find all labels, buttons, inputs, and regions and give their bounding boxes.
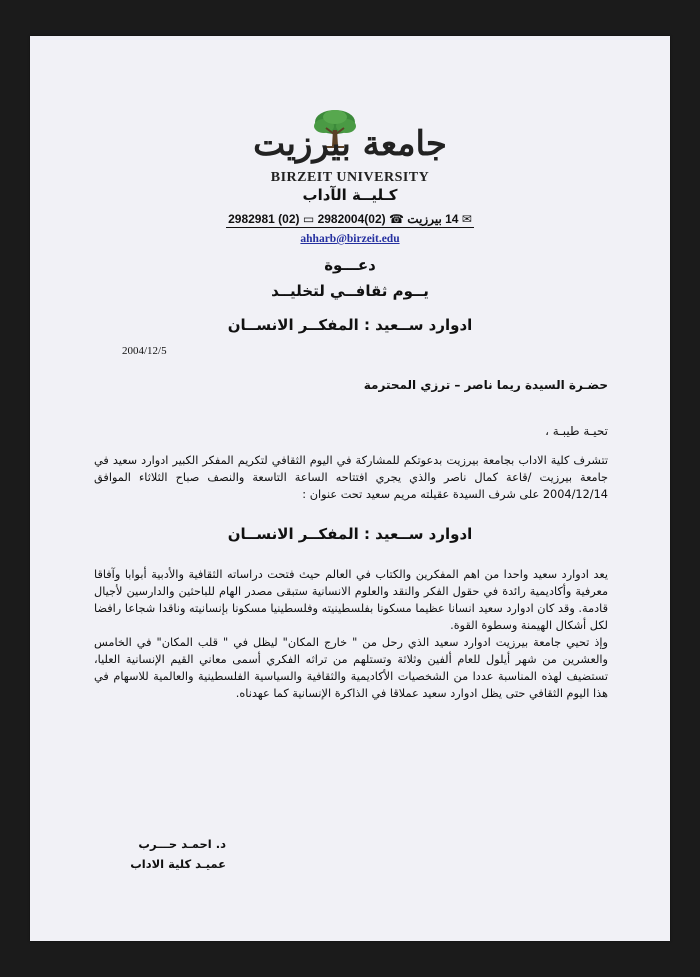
occasion-title: يــوم ثقافــي لتخليــد: [271, 282, 429, 300]
phone-number: (02)2982004: [317, 212, 386, 226]
mail-envelope-icon: ✉: [461, 212, 472, 226]
recipient-line: حضـرة السيدة ريما ناصر – ترزي المحترمة: [363, 378, 608, 392]
university-logo: [30, 106, 670, 186]
signatory-name: د. احمـد حـــرب: [138, 837, 226, 851]
signatory-title: عميـد كلية الاداب: [130, 857, 226, 871]
po-box: 14 بيرزيت: [407, 212, 459, 226]
logo-mark: [220, 106, 480, 168]
subject-heading: ادوارد ســعيد : المفكــر الانســان: [227, 316, 473, 334]
letter-date: 2004/12/5: [122, 345, 167, 357]
fax-number: (02) 2982981: [228, 212, 300, 226]
invitation-paragraph: تتشرف كلية الاداب بجامعة بيرزيت بدعوتكم للمشاركة في اليوم الثقافي لتكريم المفكر الكبير ادوارد سعيد في جامعة بيرزيت /قاعة كمال ناصر والذي يجري افتتاحه الساعة التاسعة والنصف صباح الثلاثاء الموافق 2004/12/14 على شرف السيدة عقيلته مريم سعيد تحت عنوان :: [94, 454, 608, 501]
letter-page: [30, 36, 670, 941]
contact-line: [30, 212, 670, 228]
faculty-name: كـليــة الآداب: [302, 186, 398, 204]
email-link[interactable]: ahharb@birzeit.edu: [300, 233, 400, 245]
greeting-line: تحيـة طيبـة ،: [545, 424, 608, 438]
signature-block: [126, 834, 226, 874]
closing-paragraph: وإذ تحيي جامعة بيرزيت ادوارد سعيد الذي رحل من " خارج المكان" ليظل في " قلب المكان" في الخامس والعشرين من شهر أيلول للعام ألفين وثلاثة وتستلهم من تراثه الفكري أسمى معاني القيم الإنسانية العليا، تستضيف لهذه المناسبة عددا من الشخصيات الأكاديمية والثقافية والسياسية الفلسطينية والعالمية للاسهام في هذا اليوم الثقافي حتى يظل ادوارد سعيد عملاقا في الذاكرة الإنسانية كما عهدناه.: [94, 636, 608, 700]
fax-icon: ▭: [302, 212, 315, 226]
event-subject: ادوارد ســعيد : المفكــر الانســان: [227, 525, 473, 543]
invitation-title: دعـــوة: [324, 256, 376, 274]
logo-english-text: BIRZEIT UNIVERSITY: [270, 170, 430, 185]
telephone-icon: ☎: [388, 212, 404, 226]
tribute-paragraph: يعد ادوارد سعيد واحدا من اهم المفكرين والكتاب في العالم حيث فتحت دراساته الثقافية والأدبية أبوابا وآفاقا معرفية وأكاديمية رائدة في حقول الفكر والنقد والعلوم الانسانية ستبقى مصدر الهام للباحثين والدارسين لأجيال قادمة. وقد كان ادوارد سعيد انسانا عظيما مسكونا بفلسطينيته وفلسطينيا مسكونا بإنسانيته وناقدا شجاعا رافضا لكل أشكال الهيمنة وسطوة القوة.: [94, 568, 608, 632]
logo-arabic-text: جامعة بيرزيت: [253, 124, 447, 164]
contact-details: [226, 212, 474, 228]
